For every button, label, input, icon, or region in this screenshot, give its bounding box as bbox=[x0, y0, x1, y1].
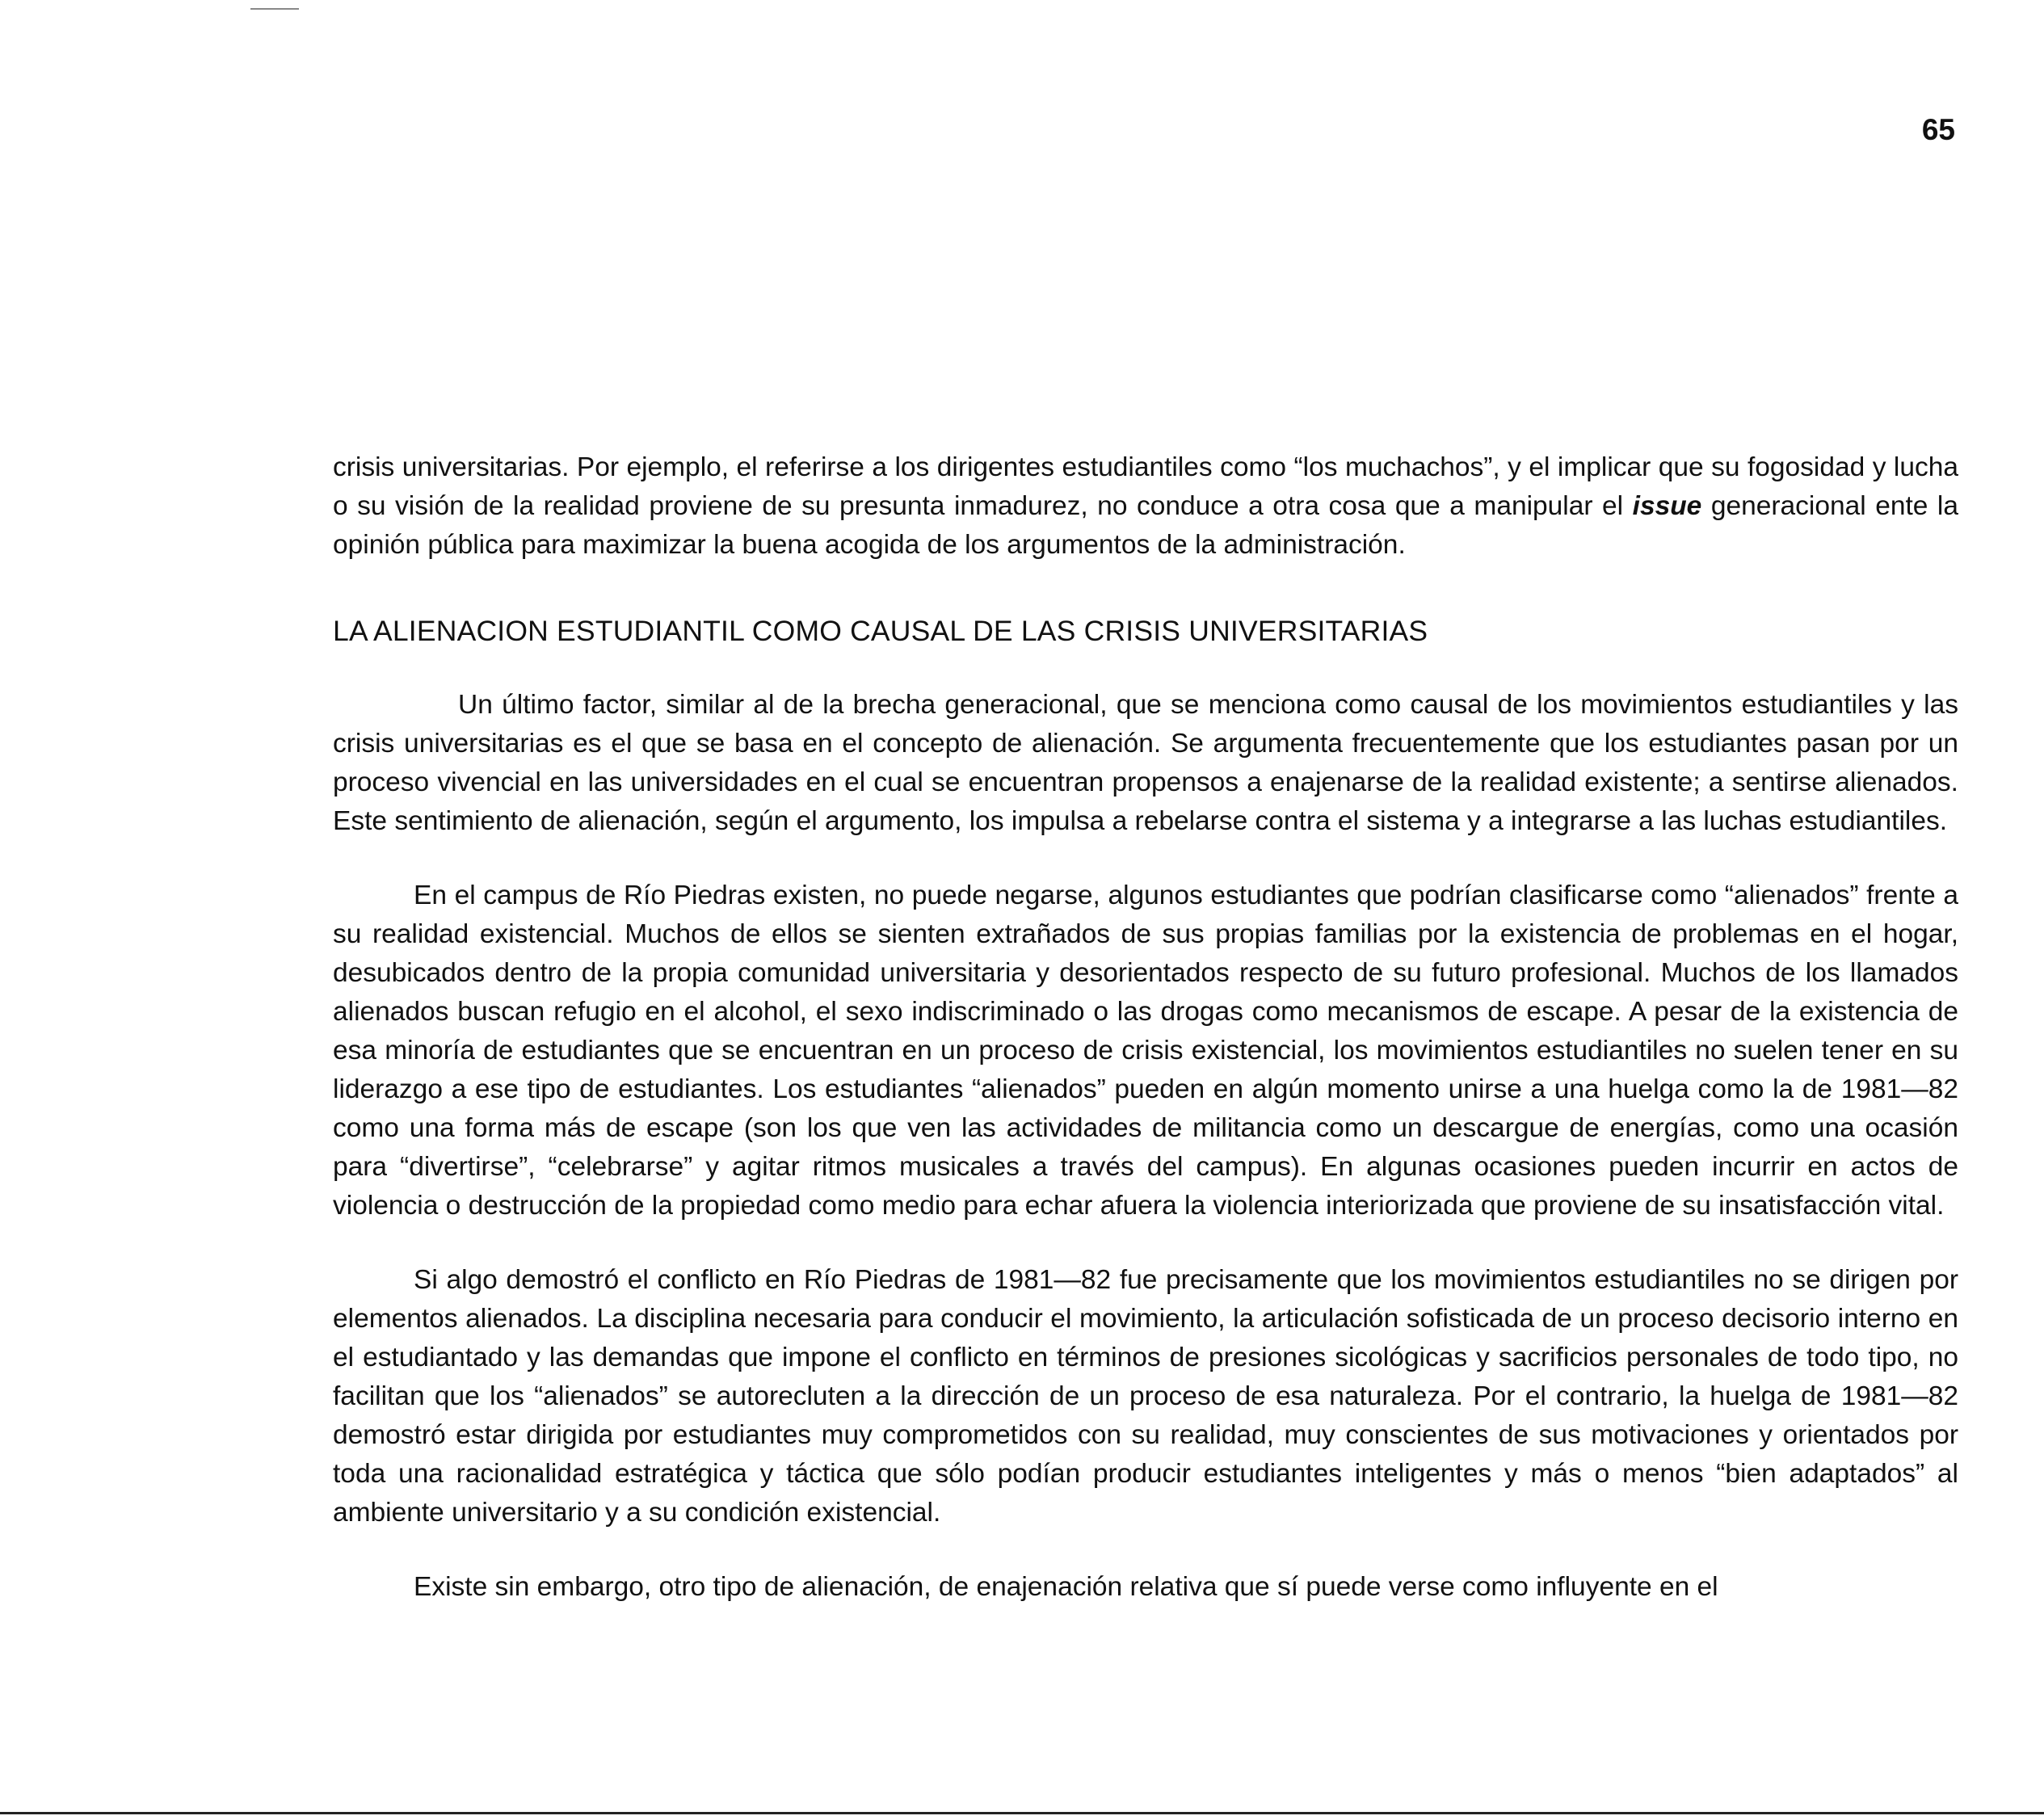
bottom-rule bbox=[0, 1812, 2044, 1814]
body-paragraph-1: Un último factor, similar al de la brecha generacional, que se menciona como causal de los movimientos estudiantiles y las crisis universitarias es el que se basa en el concepto de alienación. Se argumenta frecuentemente que los estudiantes pasan por un proceso vivencial en las universidades en el cual se encuentran propensos a enajenarse de la realidad existente; a sentirse alienados. Este sentimiento de alienación, según el argumento, los impulsa a rebelarse contra el sistema y a integrarse a las luchas estudiantiles. bbox=[333, 690, 1958, 836]
page-number: 65 bbox=[1921, 113, 1955, 146]
body-paragraph-4: Existe sin embargo, otro tipo de alienación, de enajenación relativa que sí puede verse como influyente en el bbox=[414, 1572, 1718, 1602]
continuation-paragraph bbox=[333, 448, 1958, 565]
italic-term-issue: issue bbox=[1632, 491, 1702, 521]
page-body bbox=[333, 448, 1958, 1607]
continuation-text-start: crisis universitarias. Por ejemplo, el referirse a los dirigentes estudiantiles como “los muchachos”, y el implicar que su fogosidad y lucha o su visión de la realidad proviene de su presunta inmadurez, no conduce a otra cosa que a manipular el bbox=[333, 452, 1958, 521]
body-paragraph-2: En el campus de Río Piedras existen, no puede negarse, algunos estudiantes que podrían clasificarse como “alienados” frente a su realidad existencial. Muchos de ellos se sienten extrañados de sus propias familias por la existencia de problemas en el hogar, desubicados dentro de la propia comunidad universitaria y desorientados respecto de su futuro profesional. Muchos de los llamados alienados buscan refugio en el alcohol, el sexo indiscriminado o las drogas como mecanismos de escape. A pesar de la existencia de esa minoría de estudiantes que se encuentran en un proceso de crisis existencial, los movimientos estudiantiles no suelen tener en su liderazgo a ese tipo de estudiantes. Los estudiantes “alienados” pueden en algún momento unirse a una huelga como la de 1981—82 como una forma más de escape (son los que ven las actividades de militancia como un descargue de energías, como una ocasión para “divertirse”, “celebrarse” y agitar ritmos musicales a través del campus). En algunas ocasiones pueden incurrir en actos de violencia o destrucción de la propiedad como medio para echar afuera la violencia interiorizada que proviene de su insatisfacción vital. bbox=[333, 881, 1958, 1221]
body-paragraph-3: Si algo demostró el conflicto en Río Piedras de 1981—82 fue precisamente que los movimientos estudiantiles no se dirigen por elementos alienados. La disciplina necesaria para conducir el movimiento, la articulación sofisticada de un proceso decisorio interno en el estudiantado y las demandas que impone el conflicto en términos de presiones sicológicas y sacrificios personales de todo tipo, no facilitan que los “alienados” se autorecluten a la dirección de un proceso de esa naturaleza. Por el contrario, la huelga de 1981—82 demostró estar dirigida por estudiantes muy comprometidos con su realidad, muy conscientes de sus motivaciones y orientados por toda una racionalidad estratégica y táctica que sólo podían producir estudiantes inteligentes y más o menos “bien adaptados” al ambiente universitario y a su condición existencial. bbox=[333, 1265, 1958, 1528]
scan-mark bbox=[250, 8, 299, 10]
section-heading: LA ALIENACION ESTUDIANTIL COMO CAUSAL DE LAS CRISIS UNIVERSITARIAS bbox=[333, 615, 1428, 647]
continuation-text-end: generacional ente la opinión pública para maximizar la buena acogida de los argumentos de la administración. bbox=[333, 491, 1958, 560]
